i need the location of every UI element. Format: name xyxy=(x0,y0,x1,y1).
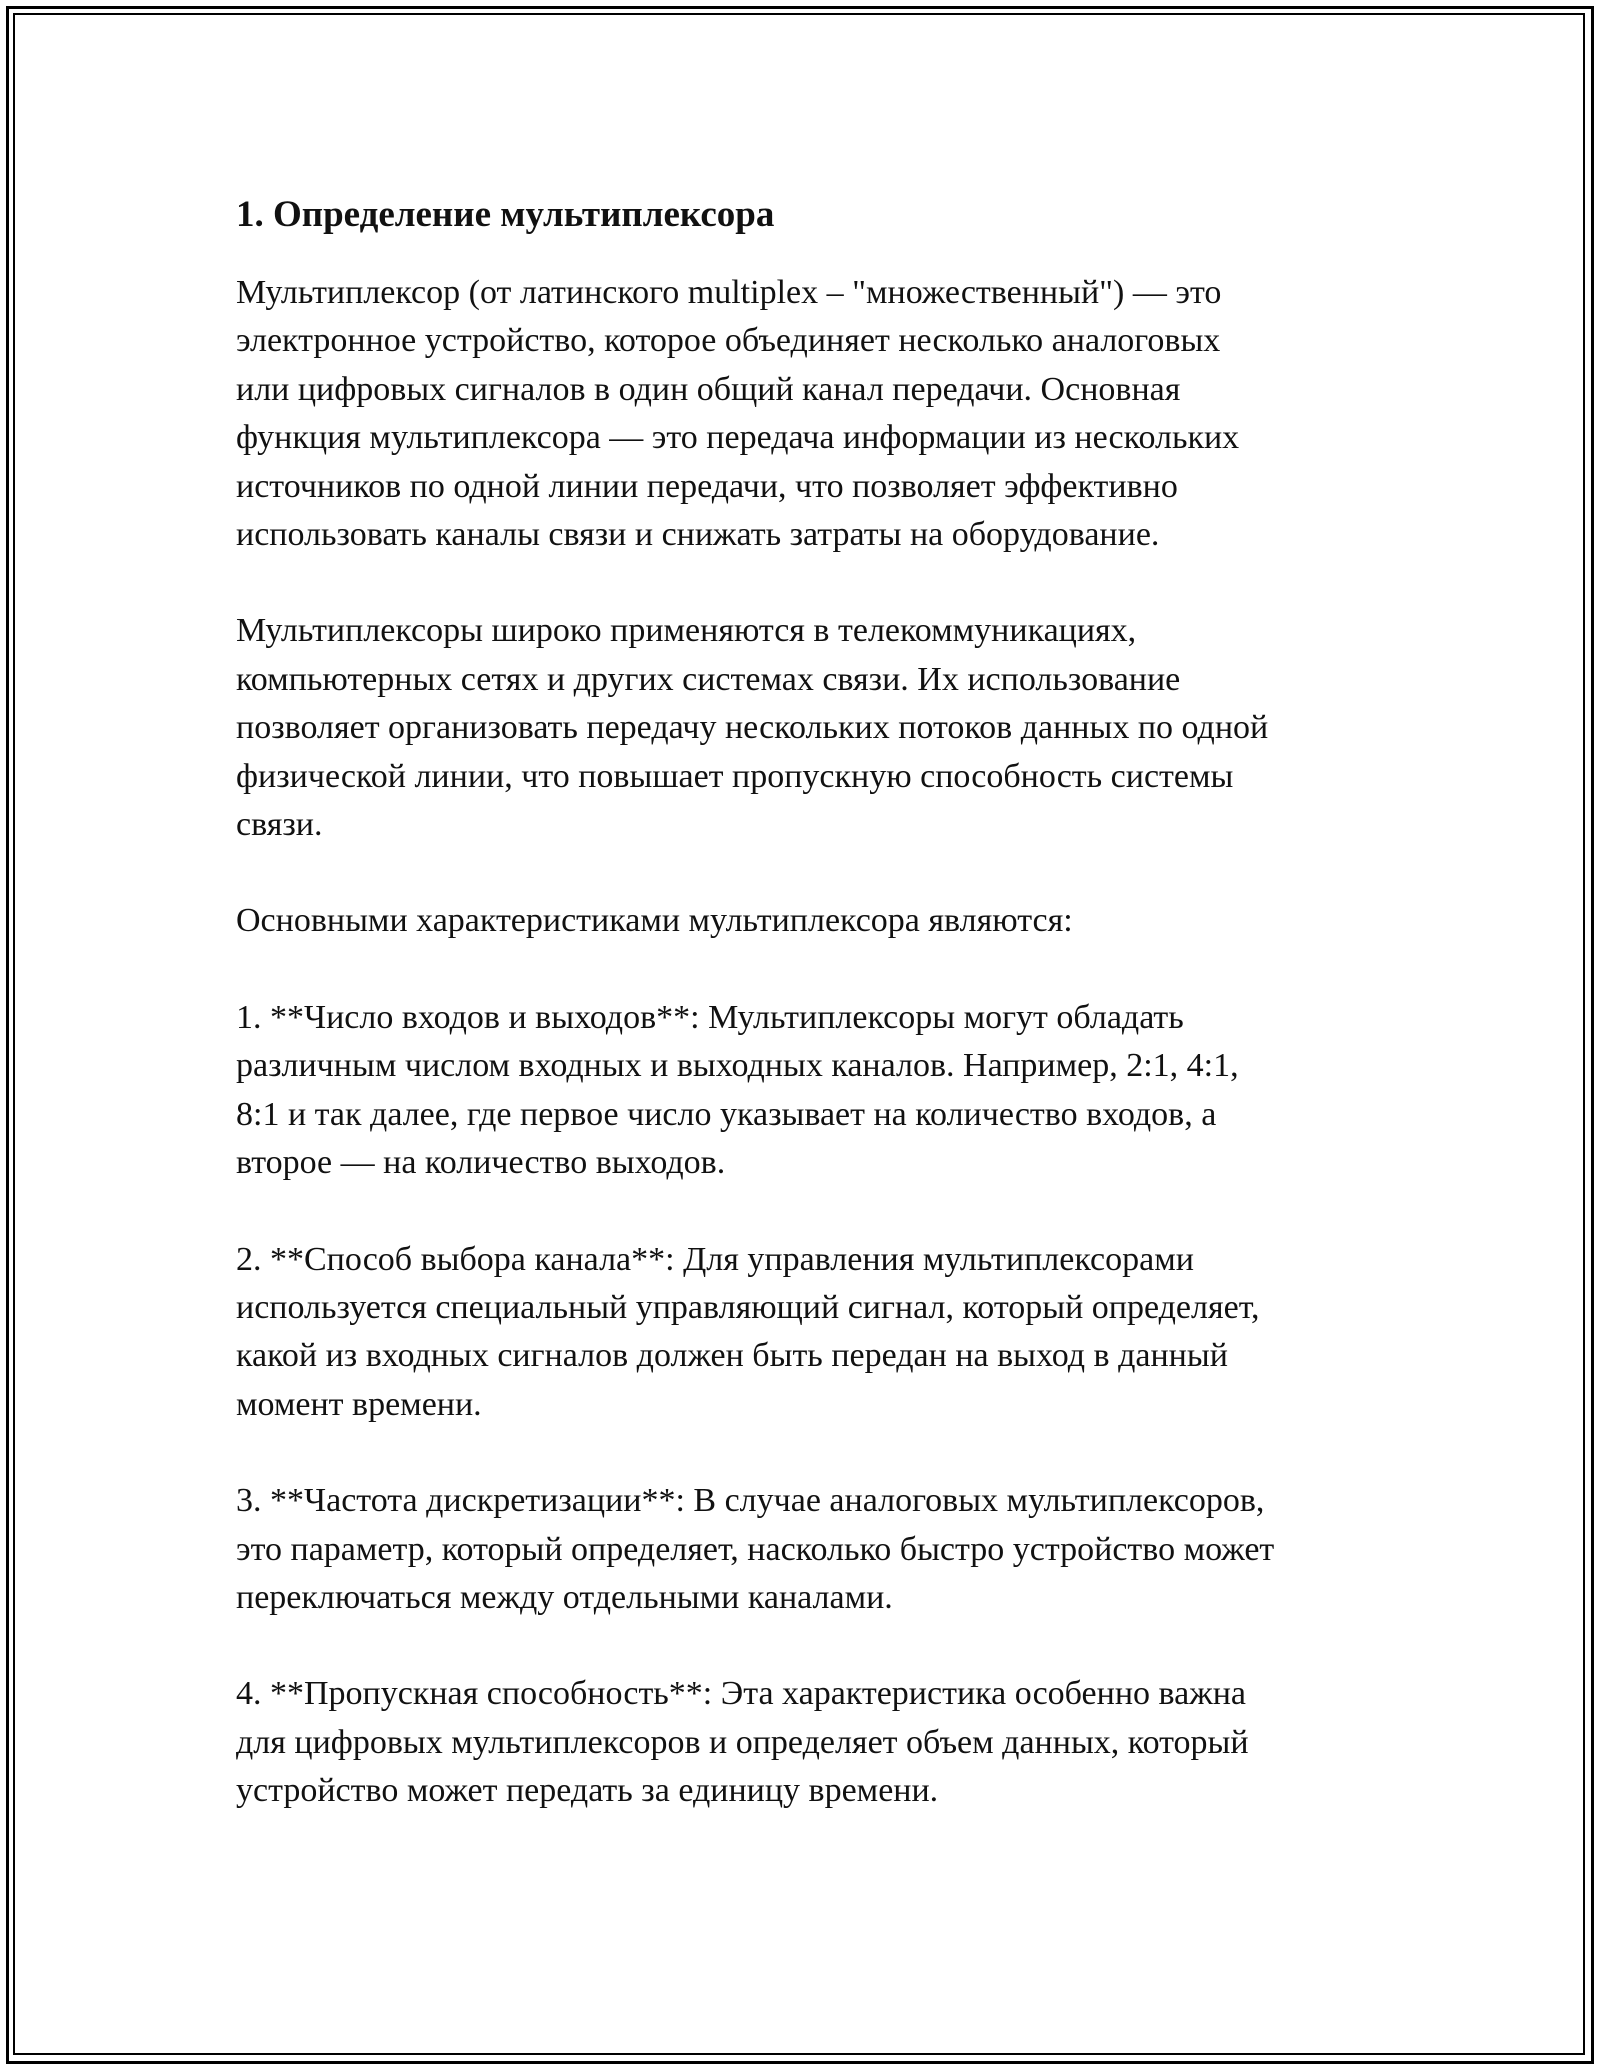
paragraph-definition: Мультиплексор (от латинского multiplex – "множественный") — это электронное устройство, которое объединяет несколько аналоговых или цифровых сигналов в один общий канал передачи. Основная функция мультиплексора — это передача информации из нескольких источников по одной линии передачи, что позволяет эффективно использовать каналы связи и снижать затраты на оборудование. xyxy=(236,274,1240,554)
section-heading: 1. Определение мультиплексора xyxy=(236,194,775,235)
paragraph-applications: Мультиплексоры широко применяются в телекоммуникациях, компьютерных сетях и других системах связи. Их использование позволяет организовать передачу нескольких потоков данных по одной физической линии, что повышает пропускную способность системы связи. xyxy=(236,612,1269,844)
document-body xyxy=(236,185,1386,1864)
paragraph-characteristics-intro: Основными характеристиками мультиплексора являются: xyxy=(236,902,1073,940)
list-item-sampling-rate: 3. **Частота дискретизации**: В случае аналоговых мультиплексоров, это параметр, который определяет, насколько быстро устройство может переключаться между отдельными каналами. xyxy=(236,1482,1275,1616)
list-item-channel-selection: 2. **Способ выбора канала**: Для управления мультиплексорами используется специальный управляющий сигнал, который определяет, какой из входных сигналов должен быть передан на выход в данный момент времени. xyxy=(236,1240,1260,1423)
list-item-bandwidth: 4. **Пропускная способность**: Эта характеристика особенно важна для цифровых мультиплексоров и определяет объем данных, который устройство может передать за единицу времени. xyxy=(236,1675,1249,1810)
list-item-inputs-outputs: 1. **Число входов и выходов**: Мультиплексоры могут обладать различным числом входных и выходных каналов. Например, 2:1, 4:1, 8:1 и так далее, где первое число указывает на количество входов, а второе — на количество выходов. xyxy=(236,998,1239,1182)
